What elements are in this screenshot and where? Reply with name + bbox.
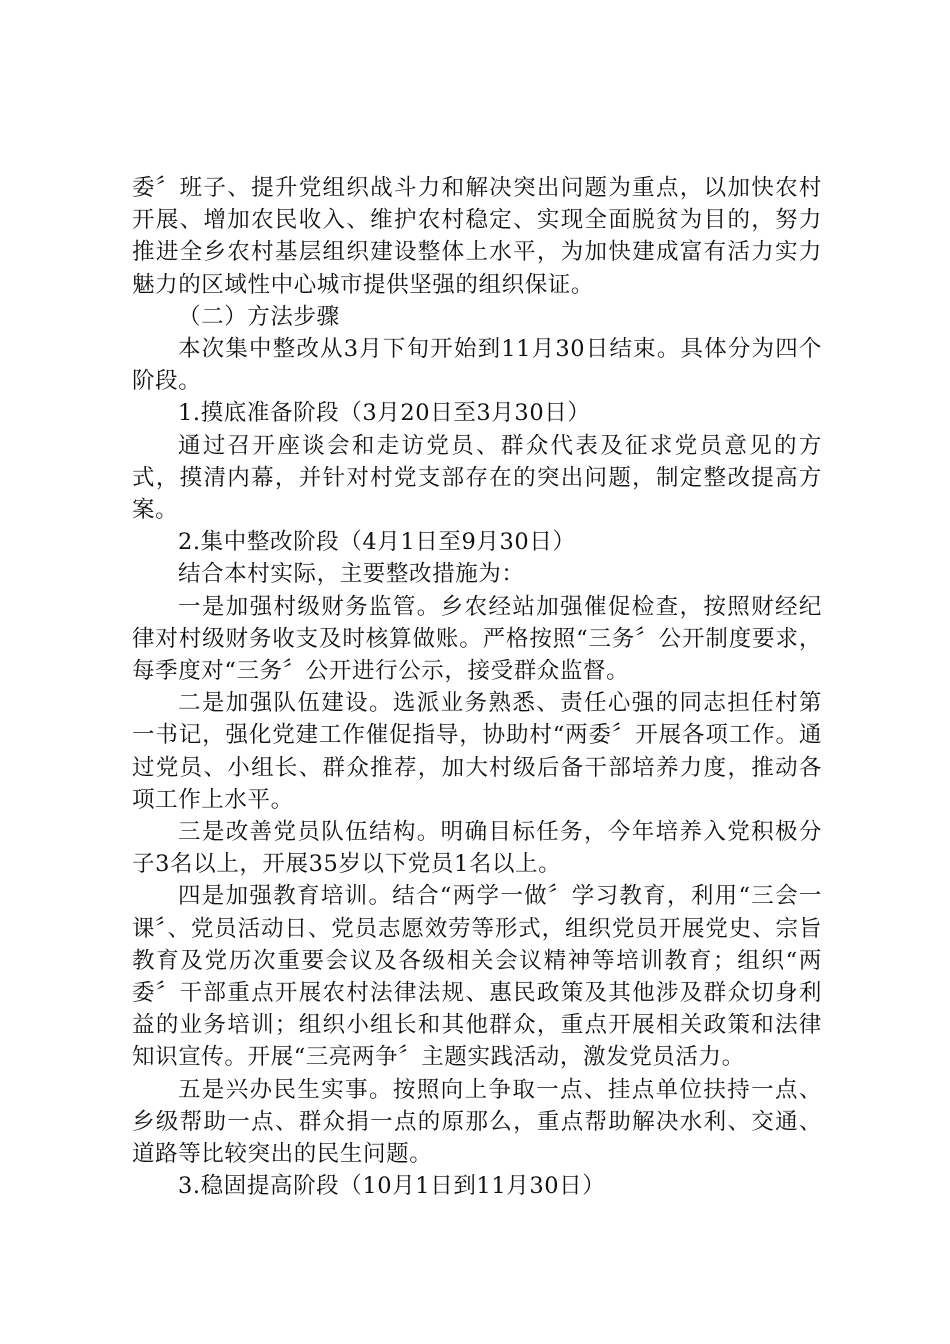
paragraph-measure-5: 五是兴办民生实事。按照向上争取一点、挂点单位扶持一点、乡级帮助一点、群众捐一点的原那么，重点帮助解决水利、交通、道路等比较突出的民生问题。 xyxy=(132,1076,822,1168)
stage-heading-3: 3.稳固提高阶段（10月1日到11月30日） xyxy=(178,1173,606,1200)
paragraph-overview: 本次集中整改从3月下旬开始到11月30日结束。具体分为四个阶段。 xyxy=(132,336,822,395)
stage-heading-1: 1.摸底准备阶段（3月20日至3月30日） xyxy=(178,400,591,427)
paragraph-measures-intro: 结合本村实际，主要整改措施为： xyxy=(178,561,525,588)
paragraph-stage-1: 通过召开座谈会和走访党员、群众代表及征求党员意见的方式，摸清内幕，并针对村党支部存在的突出问题，制定整改提高方案。 xyxy=(132,432,822,524)
paragraph-measure-1: 一是加强村级财务监管。乡农经站加强催促检查，按照财经纪律对村级财务收支及时核算做账。严格按照“三务〞公开制度要求，每季度对“三务〞公开进行公示，接受群众监督。 xyxy=(132,593,822,685)
section-heading-methods: （二）方法步骤 xyxy=(178,303,340,330)
paragraph-continuation: 委〞班子、提升党组织战斗力和解决突出问题为重点，以加快农村开展、增加农民收入、维护农村稳定、实现全面脱贫为目的，努力推进全乡农村基层组织建设整体上水平，为加快建成富有活力实力魅力的区域性中心城市提供坚强的组织保证。 xyxy=(132,175,822,298)
paragraph-measure-2: 二是加强队伍建设。选派业务熟悉、责任心强的同志担任村第一书记，强化党建工作催促指导，协助村“两委〞开展各项工作。通过党员、小组长、群众推荐，加大村级后备干部培养力度，推动各项工作上水平。 xyxy=(132,690,822,813)
stage-heading-2: 2.集中整改阶段（4月1日至9月30日） xyxy=(178,529,576,556)
paragraph-measure-4: 四是加强教育培训。结合“两学一做〞学习教育，利用“三会一课〞、党员活动日、党员志愿效劳等形式，组织党员开展党史、宗旨教育及党历次重要会议及各级相关会议精神等培训教育；组织“两委〞干部重点开展农村法律法规、惠民政策及其他涉及群众切身利益的业务培训；组织小组长和其他群众，重点开展相关政策和法律知识宣传。开展“三亮两争〞主题实践活动，激发党员活力。 xyxy=(132,883,822,1071)
document-body xyxy=(132,172,822,1203)
paragraph-measure-3: 三是改善党员队伍结构。明确目标任务，今年培养入党积极分子3名以上，开展35岁以下党员1名以上。 xyxy=(132,819,822,878)
